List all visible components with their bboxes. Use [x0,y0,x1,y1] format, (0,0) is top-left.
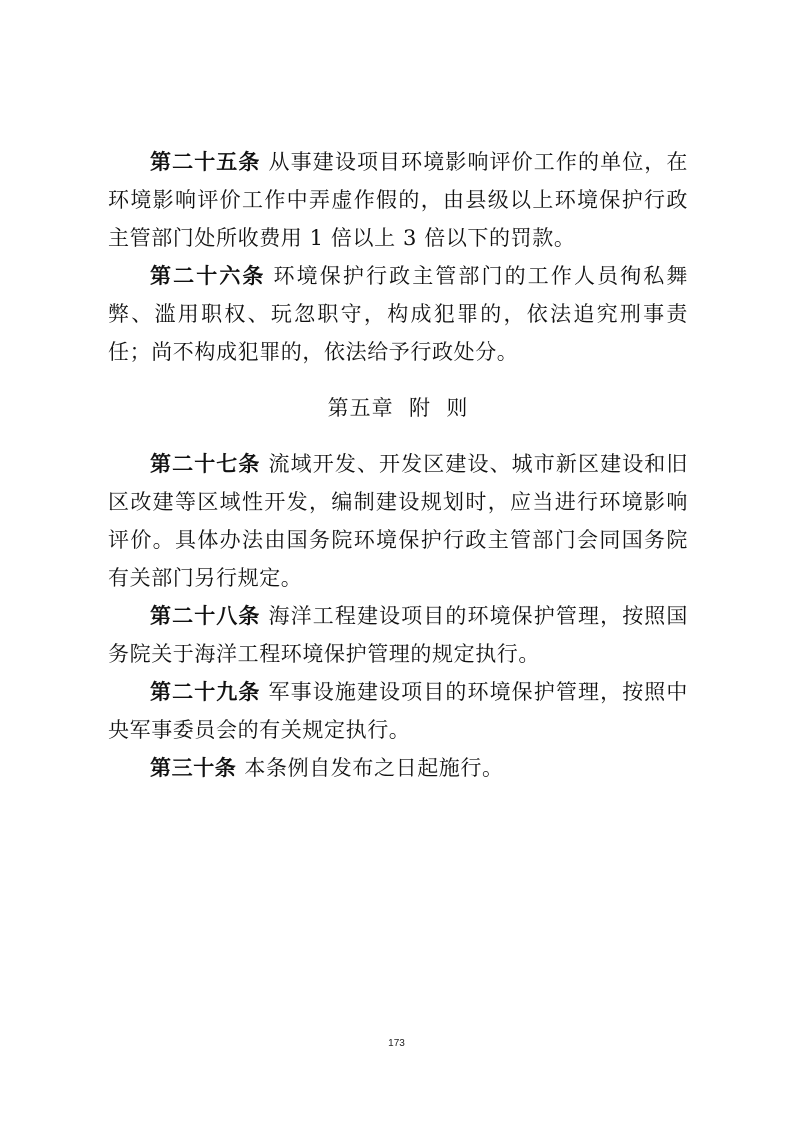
article-text: 海洋工程建设项目的环境保护管理，按照国务院关于海洋工程环境保护管理的规定执行。 [108,604,689,666]
article-label: 第二十七条 [150,452,261,476]
page-number: 173 [388,1038,405,1049]
chapter-title: 第五章 附 则 [327,396,469,420]
article-30 [108,749,688,787]
article-label: 第二十五条 [150,150,261,174]
article-label: 第二十八条 [150,604,261,628]
article-text: 从事建设项目环境影响评价工作的单位，在环境影响评价工作中弄虚作假的，由县级以上环境保护行政主管部门处所收费用 1 倍以上 3 倍以下的罚款。 [108,150,689,250]
article-text: 军事设施建设项目的环境保护管理，按照中央军事委员会的有关规定执行。 [108,680,689,742]
article-29 [108,673,688,749]
article-label: 第三十条 [150,756,237,780]
article-28 [108,597,688,673]
article-text: 环境保护行政主管部门的工作人员徇私舞弊、滥用职权、玩忽职守，构成犯罪的，依法追究刑事责任；尚不构成犯罪的，依法给予行政处分。 [108,264,688,364]
article-label: 第二十六条 [150,264,266,288]
article-label: 第二十九条 [150,680,261,704]
article-25 [108,143,688,257]
article-text: 流域开发、开发区建设、城市新区建设和旧区改建等区域性开发，编制建设规划时，应当进行环境影响评价。具体办法由国务院环境保护行政主管部门会同国务院有关部门另行规定。 [108,452,689,590]
article-text: 本条例自发布之日起施行。 [244,756,504,780]
article-26 [108,257,688,371]
document-body [108,143,688,787]
article-27 [108,445,688,597]
